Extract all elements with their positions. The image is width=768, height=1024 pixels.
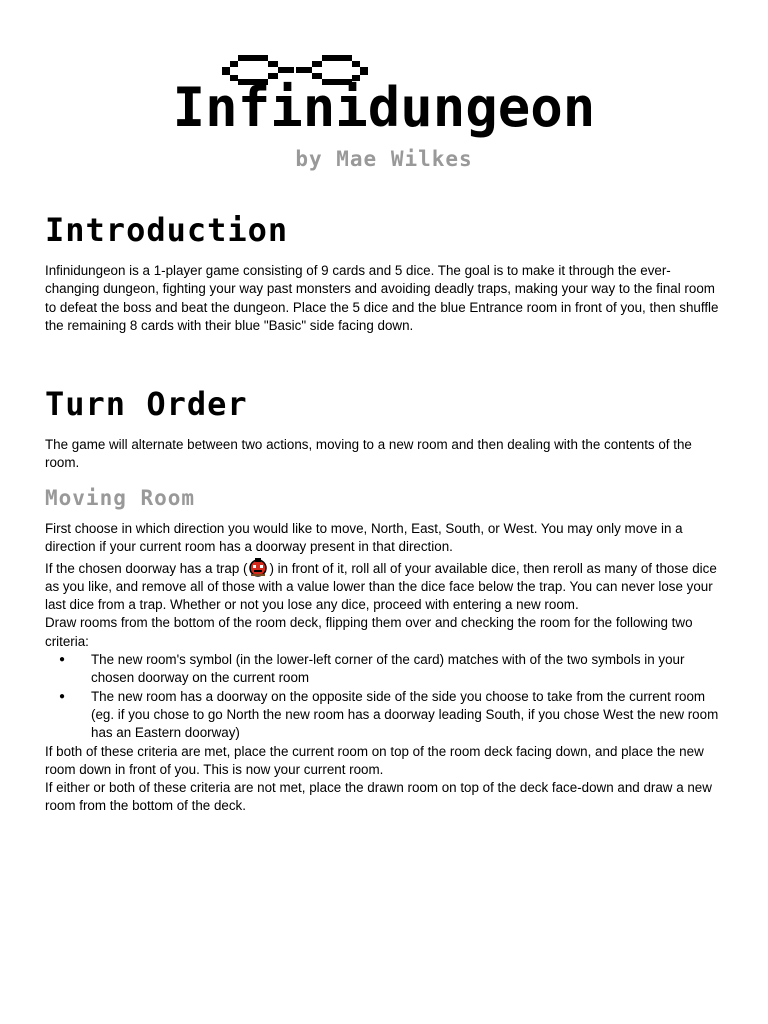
turn-order-heading: Turn Order bbox=[45, 385, 248, 423]
turn-order-text bbox=[45, 436, 725, 473]
turn-order-paragraph: The game will alternate between two actions, moving to a new room and then dealing with the contents of the room. bbox=[45, 437, 692, 471]
introduction-text bbox=[45, 262, 725, 335]
criteria-list bbox=[45, 651, 725, 742]
introduction-paragraph: Infinidungeon is a 1-player game consisting of 9 cards and 5 dice. The goal is to make it through the ever-changing dungeon, fighting your way past monsters and avoiding deadly traps, making your way to the final room to defeat the boss and beat the dungeon. Place the 5 dice and the blue Entrance room in front of you, then shuffle the remaining 8 cards with their blue "Basic" side facing down. bbox=[45, 263, 719, 333]
author-byline: by Mae Wilkes bbox=[295, 147, 473, 171]
document-title: Infinidungeon bbox=[172, 76, 596, 139]
moving-room-paragraph-4: If both of these criteria are met, place the current room on top of the room deck facing down, and place the new room down in front of you. This is now your current room. bbox=[45, 743, 704, 777]
trap-text-after: ) in front of it, roll all of your available dice, then reroll as many of those dice as you like, and remove all of those with a value lower than the dice face below the trap. You can never lose your last dice from a trap. Whether or not you lose any dice, proceed with entering a new room. bbox=[45, 560, 717, 613]
introduction-heading: Introduction bbox=[45, 211, 289, 249]
moving-room-text bbox=[45, 520, 725, 816]
trap-icon bbox=[248, 557, 268, 577]
moving-room-paragraph-5: If either or both of these criteria are not met, place the drawn room on top of the deck face-down and draw a new room from the bottom of the deck. bbox=[45, 780, 712, 814]
moving-room-paragraph-2 bbox=[45, 557, 725, 615]
moving-room-paragraph-1: First choose in which direction you would like to move, North, East, South, or West. You may only move in a direction if your current room has a doorway present in that direction. bbox=[45, 521, 683, 555]
moving-room-paragraph-3: Draw rooms from the bottom of the room deck, flipping them over and checking the room for the following two criteria: bbox=[45, 615, 693, 649]
moving-room-heading: Moving Room bbox=[45, 486, 196, 510]
trap-text-before: If the chosen doorway has a trap ( bbox=[45, 560, 248, 576]
criteria-item: ● The new room has a doorway on the opposite side of the side you choose to take from the current room (eg. if you chose to go North the new room has a doorway leading South, if you chose West the new room has an Eastern doorway) bbox=[45, 688, 725, 743]
criteria-item: ● The new room's symbol (in the lower-left corner of the card) matches with of the two symbols in your chosen doorway on the current room bbox=[45, 651, 725, 688]
